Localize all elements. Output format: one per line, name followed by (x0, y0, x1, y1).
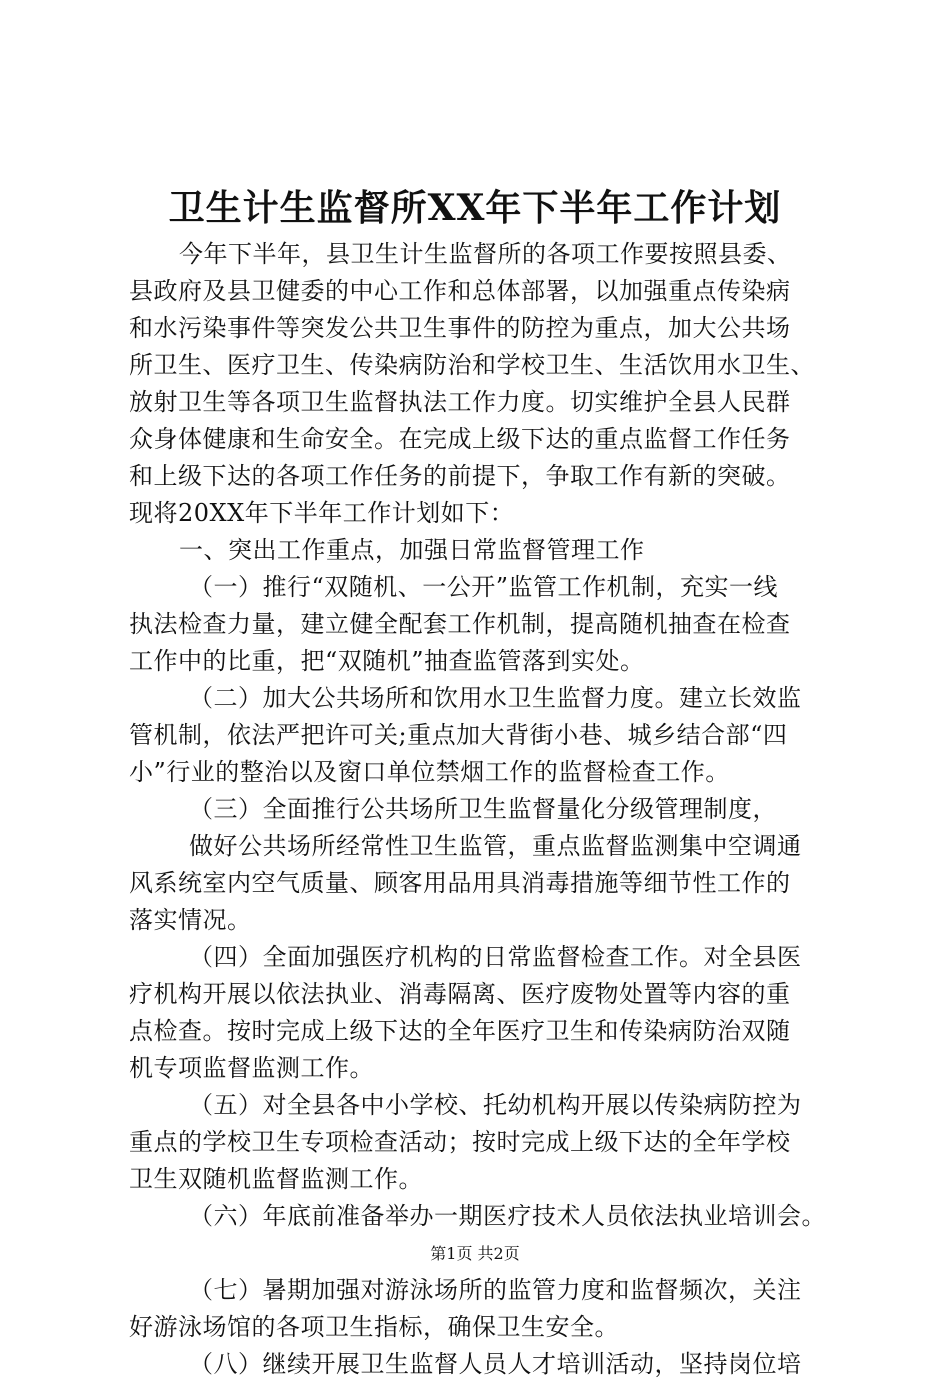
paragraph-line: （四）全面加强医疗机构的日常监督检查工作。对全县医 (189, 943, 802, 971)
document-body (129, 236, 834, 1383)
paragraph-line: 重点的学校卫生专项检查活动；按时完成上级下达的全年学校 (129, 1128, 791, 1156)
paragraph-line: 卫生双随机监督监测工作。 (129, 1165, 423, 1193)
paragraph-line: 好游泳场馆的各项卫生指标，确保卫生安全。 (129, 1313, 619, 1341)
paragraph-line: 工作中的比重，把“双随机”抽查监管落到实处。 (129, 647, 645, 675)
paragraph-line: （八）继续开展卫生监督人员人才培训活动，坚持岗位培 (189, 1350, 802, 1378)
paragraph-line: 做好公共场所经常性卫生监管，重点监督监测集中空调通 (189, 832, 802, 860)
paragraph-line: 落实情况。 (129, 906, 252, 934)
paragraph-line: 小”行业的整治以及窗口单位禁烟工作的监督检查工作。 (129, 758, 730, 786)
paragraph-line: 管机制，依法严把许可关;重点加大背街小巷、城乡结合部“四 (129, 721, 788, 749)
paragraph-line: 和上级下达的各项工作任务的前提下，争取工作有新的突破。 (129, 462, 791, 490)
paragraph-line: 众身体健康和生命安全。在完成上级下达的重点监督工作任务 (129, 425, 791, 453)
paragraph-line: 点检查。按时完成上级下达的全年医疗卫生和传染病防治双随 (129, 1017, 791, 1045)
paragraph-line: 疗机构开展以依法执业、消毒隔离、医疗废物处置等内容的重 (129, 980, 791, 1008)
paragraph-line: 机专项监督监测工作。 (129, 1054, 374, 1082)
paragraph-line: （五）对全县各中小学校、托幼机构开展以传染病防控为 (189, 1091, 802, 1119)
paragraph-line: （二）加大公共场所和饮用水卫生监督力度。建立长效监 (189, 684, 802, 712)
paragraph-line: 现将20XX年下半年工作计划如下： (129, 499, 515, 527)
paragraph-line: 放射卫生等各项卫生监督执法工作力度。切实维护全县人民群 (129, 388, 791, 416)
section-heading: 一、突出工作重点，加强日常监督管理工作 (179, 536, 645, 564)
paragraph-line: 执法检查力量，建立健全配套工作机制，提高随机抽查在检查 (129, 610, 791, 638)
paragraph-line: 风系统室内空气质量、顾客用品用具消毒措施等细节性工作的 (129, 869, 791, 897)
paragraph-line: 县政府及县卫健委的中心工作和总体部署，以加强重点传染病 (129, 277, 791, 305)
paragraph-line: （三）全面推行公共场所卫生监督量化分级管理制度， (189, 795, 777, 823)
page-footer: 第1页 共2页 (430, 1244, 520, 1263)
paragraph-line: 今年下半年，县卫生计生监督所的各项工作要按照县委、 (179, 240, 792, 268)
paragraph-line: 和水污染事件等突发公共卫生事件的防控为重点，加大公共场 (129, 314, 791, 342)
paragraph-line: （六）年底前准备举办一期医疗技术人员依法执业培训会。 (189, 1202, 826, 1230)
paragraph-line: 所卫生、医疗卫生、传染病防治和学校卫生、生活饮用水卫生、 (129, 351, 815, 379)
document-title: 卫生计生监督所XX年下半年工作计划 (168, 187, 782, 229)
paragraph-line: （七）暑期加强对游泳场所的监管力度和监督频次，关注 (189, 1276, 802, 1304)
paragraph-line: （一）推行“双随机、一公开”监管工作机制，充实一线 (189, 573, 779, 601)
